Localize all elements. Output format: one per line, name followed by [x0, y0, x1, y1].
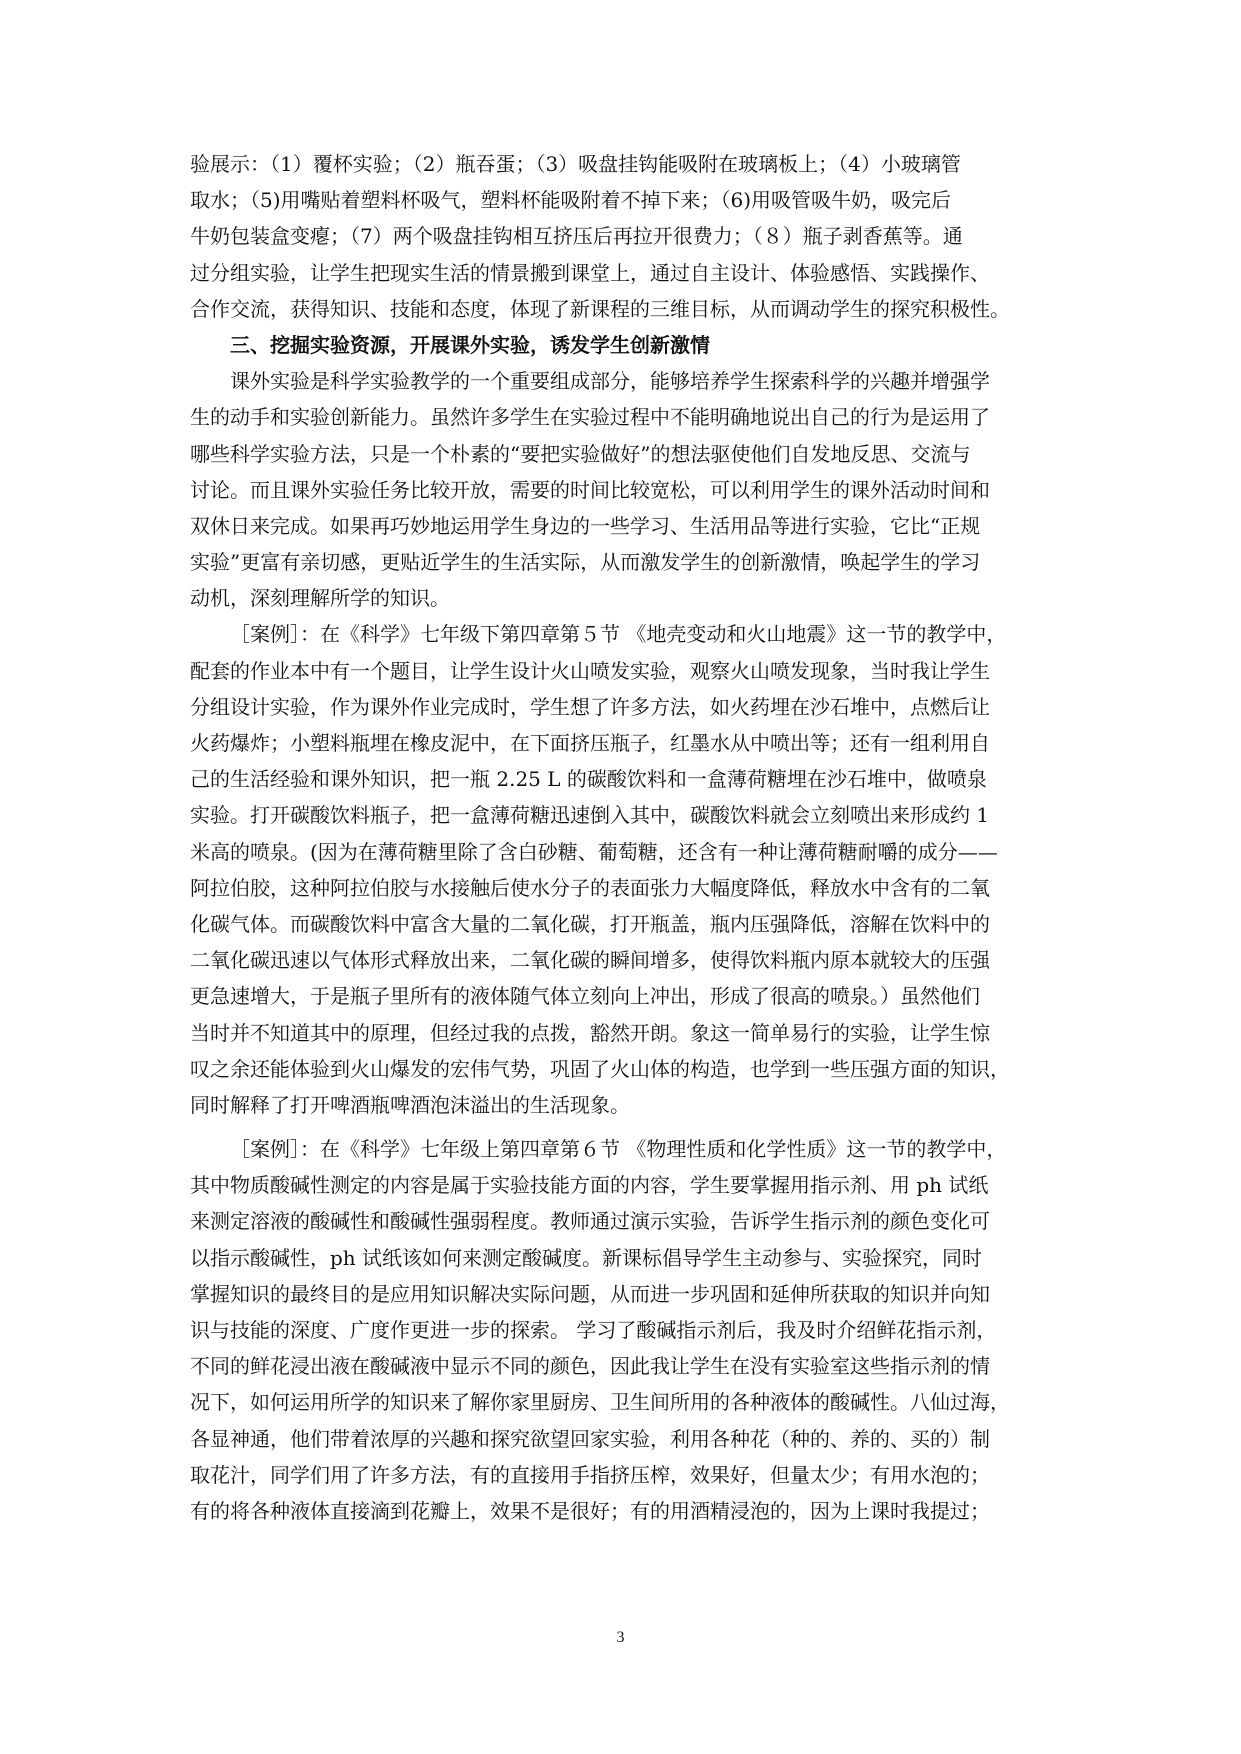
- text-line: 掌握知识的最终目的是应用知识解决实际问题，从而进一步巩固和延伸所获取的知识并向知: [190, 1281, 990, 1306]
- text-line: 三、挖掘实验资源，开展课外实验，诱发学生创新激情: [230, 332, 710, 357]
- text-line: 合作交流，获得知识、技能和态度，体现了新课程的三维目标，从而调动学生的探究积极性。: [190, 296, 1010, 321]
- text-line: 分组设计实验，作为课外作业完成时，学生想了许多方法，如火药埋在沙石堆中，点燃后让: [190, 694, 990, 719]
- text-line: 更急速增大，于是瓶子里所有的液体随气体立刻向上冲出，形成了很高的喷泉。）虽然他们: [190, 984, 980, 1009]
- text-line: 动机，深刻理解所学的知识。: [190, 586, 450, 611]
- paragraph: [190, 1131, 1070, 1529]
- text-line: 取花汁，同学们用了许多方法，有的直接用手指挤压榨，效果好，但量太少；有用水泡的；: [190, 1462, 990, 1487]
- text-line: 各显神通，他们带着浓厚的兴趣和探究欲望回家实验，利用各种花（种的、养的、买的）制: [190, 1426, 990, 1451]
- text-line: 哪些科学实验方法，只是一个朴素的“要把实验做好”的想法驱使他们自发地反思、交流与: [190, 441, 971, 466]
- paragraph-gap: [190, 1123, 1070, 1131]
- document-body: [190, 146, 1070, 1529]
- text-line: ［案例］：在《科学》七年级下第四章第５节 《地壳变动和火山地震》这一节的教学中，: [230, 622, 1007, 647]
- text-line: 配套的作业本中有一个题目，让学生设计火山喷发实验，观察火山喷发现象，当时我让学生: [190, 658, 990, 683]
- text-line: 况下，如何运用所学的知识来了解你家里厨房、卫生间所用的各种液体的酸碱性。八仙过海，: [190, 1390, 1010, 1415]
- text-line: 其中物质酸碱性测定的内容是属于实验技能方面的内容，学生要掌握用指示剂、用 ph 试纸: [190, 1173, 989, 1198]
- text-line: 叹之余还能体验到火山爆发的宏伟气势，巩固了火山体的构造，也学到一些压强方面的知识，: [190, 1056, 1010, 1081]
- text-line: 阿拉伯胶，这种阿拉伯胶与水接触后使水分子的表面张力大幅度降低，释放水中含有的二氧: [190, 875, 990, 900]
- text-line: 己的生活经验和课外知识，把一瓶 2.25 L 的碳酸饮料和一盒薄荷糖埋在沙石堆中，做喷泉: [190, 767, 987, 792]
- text-line: 课外实验是科学实验教学的一个重要组成部分，能够培养学生探索科学的兴趣并增强学: [230, 369, 990, 394]
- text-line: 不同的鲜花浸出液在酸碱液中显示不同的颜色，因此我让学生在没有实验室这些指示剂的情: [190, 1354, 990, 1379]
- section-heading: [190, 327, 1070, 363]
- paragraph: [190, 146, 1070, 327]
- text-line: 牛奶包装盒变瘪；（7）两个吸盘挂钩相互挤压后再拉开很费力；（８）瓶子剥香蕉等。通: [190, 224, 963, 249]
- page-number: 3: [616, 1629, 625, 1646]
- text-line: 过分组实验，让学生把现实生活的情景搬到课堂上，通过自主设计、体验感悟、实践操作、: [190, 260, 990, 285]
- text-line: 米高的喷泉。(因为在薄荷糖里除了含白砂糖、葡萄糖，还含有一种让薄荷糖耐嚼的成分——: [190, 839, 998, 864]
- text-line: 双休日来完成。如果再巧妙地运用学生身边的一些学习、生活用品等进行实验，它比“正规: [190, 513, 981, 538]
- text-line: 讨论。而且课外实验任务比较开放，需要的时间比较宽松，可以利用学生的课外活动时间和: [190, 477, 990, 502]
- text-line: 化碳气体。而碳酸饮料中富含大量的二氧化碳，打开瓶盖，瓶内压强降低，溶解在饮料中的: [190, 911, 990, 936]
- text-line: 取水；（5)用嘴贴着塑料杯吸气，塑料杯能吸附着不掉下来；（6)用吸管吸牛奶，吸完后: [190, 188, 952, 213]
- text-line: 识与技能的深度、广度作更进一步的探索。 学习了酸碱指示剂后，我及时介绍鲜花指示剂，: [190, 1318, 997, 1342]
- paragraph: [190, 616, 1070, 1123]
- text-line: 验展示：（1）覆杯实验；（2）瓶吞蛋；（3）吸盘挂钩能吸附在玻璃板上；（4）小玻璃管: [190, 152, 961, 176]
- text-line: 实验”更富有亲切感，更贴近学生的生活实际，从而激发学生的创新激情，唤起学生的学习: [190, 550, 981, 575]
- text-line: 生的动手和实验创新能力。虽然许多学生在实验过程中不能明确地说出自己的行为是运用了: [190, 405, 990, 430]
- text-line: 火药爆炸；小塑料瓶埋在橡皮泥中，在下面挤压瓶子，红墨水从中喷出等；还有一组利用自: [190, 731, 990, 755]
- text-line: 当时并不知道其中的原理，但经过我的点拨，豁然开朗。象这一简单易行的实验，让学生惊: [190, 1020, 990, 1045]
- paragraph: [190, 363, 1070, 616]
- text-line: 以指示酸碱性，ph 试纸该如何来测定酸碱度。新课标倡导学生主动参与、实验探究，同时: [190, 1245, 983, 1270]
- text-line: 实验。打开碳酸饮料瓶子，把一盒薄荷糖迅速倒入其中，碳酸饮料就会立刻喷出来形成约 1: [190, 803, 990, 828]
- text-line: 来测定溶液的酸碱性和酸碱性强弱程度。教师通过演示实验，告诉学生指示剂的颜色变化可: [190, 1209, 990, 1234]
- text-line: 二氧化碳迅速以气体形式释放出来，二氧化碳的瞬间增多，使得饮料瓶内原本就较大的压强: [190, 948, 990, 973]
- text-line: ［案例］：在《科学》七年级上第四章第６节 《物理性质和化学性质》这一节的教学中，: [230, 1137, 1007, 1162]
- text-line: 同时解释了打开啤酒瓶啤酒泡沫溢出的生活现象。: [190, 1092, 630, 1117]
- text-line: 有的将各种液体直接滴到花瓣上，效果不是很好；有的用酒精浸泡的，因为上课时我提过；: [190, 1498, 990, 1523]
